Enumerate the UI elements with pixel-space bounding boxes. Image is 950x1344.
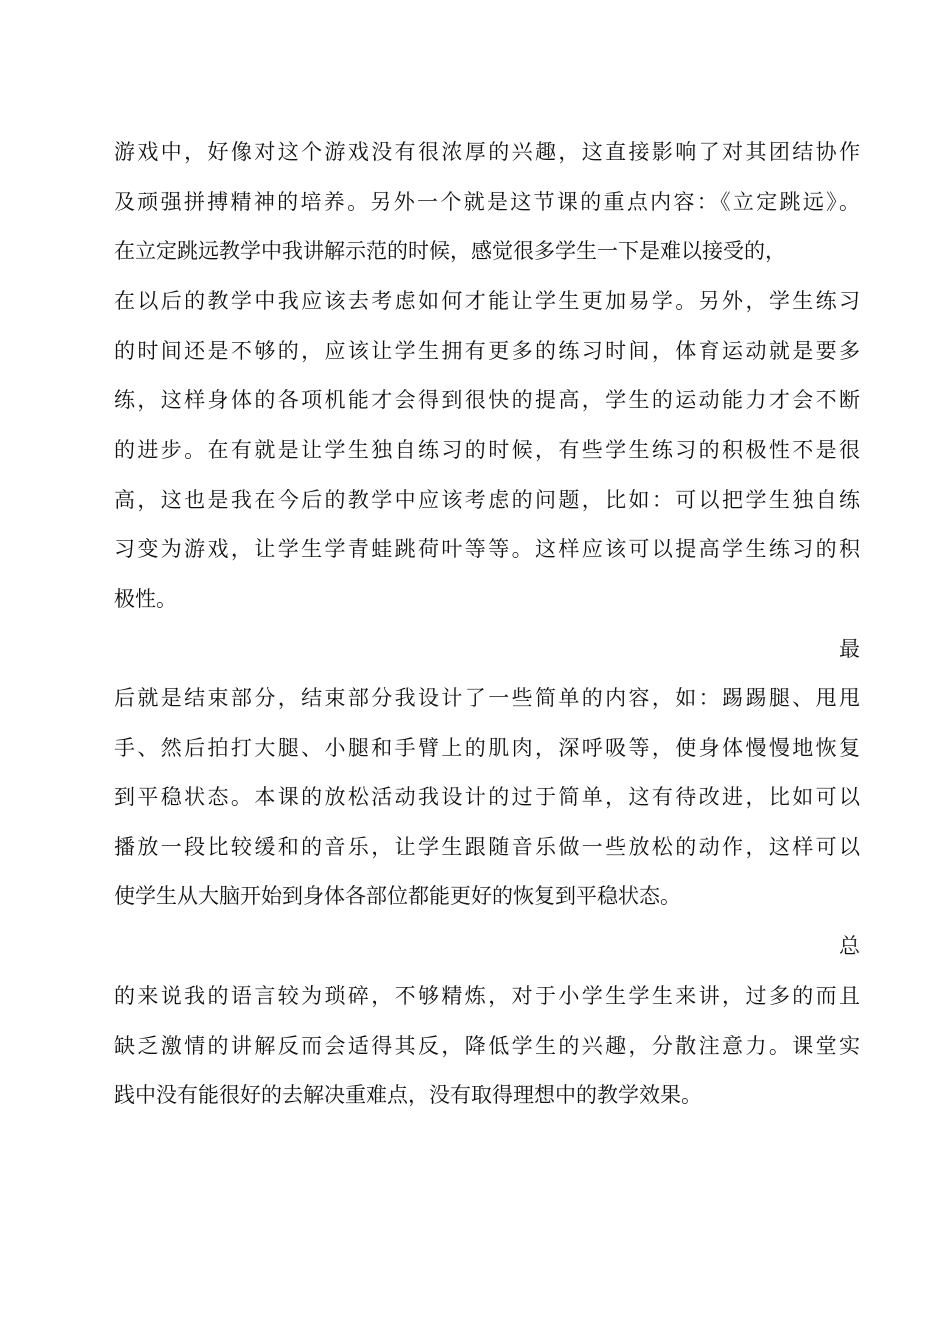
paragraph-line: 缺乏激情的讲解反而会适得其反，降低学生的兴趣，分散注意力。课堂实 bbox=[114, 1034, 860, 1058]
paragraph-line: 手、然后拍打大腿、小腿和手臂上的肌肉，深呼吸等，使身体慢慢地恢复 bbox=[114, 736, 860, 760]
paragraph-line: 后就是结束部分，结束部分我设计了一些简单的内容，如：踢踢腿、甩甩 bbox=[114, 686, 860, 710]
paragraph-line: 播放一段比较缓和的音乐，让学生跟随音乐做一些放松的动作，这样可以 bbox=[114, 835, 860, 859]
paragraph-line: 极性。 bbox=[114, 587, 177, 611]
paragraph-line: 使学生从大脑开始到身体各部位都能更好的恢复到平稳状态。 bbox=[114, 884, 681, 908]
paragraph-line: 最 bbox=[839, 637, 860, 661]
paragraph-line: 的进步。在有就是让学生独自练习的时候，有些学生练习的积极性不是很 bbox=[114, 438, 860, 462]
paragraph-line: 在以后的教学中我应该去考虑如何才能让学生更加易学。另外，学生练习 bbox=[114, 289, 860, 313]
paragraph-line: 的时间还是不够的，应该让学生拥有更多的练习时间，体育运动就是要多 bbox=[114, 339, 860, 363]
paragraph-line: 到平稳状态。本课的放松活动我设计的过于简单，这有待改进，比如可以 bbox=[114, 785, 860, 809]
paragraph-line: 游戏中，好像对这个游戏没有很浓厚的兴趣，这直接影响了对其团结协作 bbox=[114, 140, 860, 164]
paragraph-line: 践中没有能很好的去解决重难点，没有取得理想中的教学效果。 bbox=[114, 1083, 702, 1107]
paragraph-line: 高，这也是我在今后的教学中应该考虑的问题，比如：可以把学生独自练 bbox=[114, 488, 860, 512]
paragraph-line: 及顽强拼搏精神的培养。另外一个就是这节课的重点内容：《立定跳远》。 bbox=[114, 190, 860, 214]
paragraph-line: 总 bbox=[839, 934, 860, 958]
paragraph-line: 在立定跳远教学中我讲解示范的时候，感觉很多学生一下是难以接受的， bbox=[114, 239, 786, 263]
paragraph-line: 练，这样身体的各项机能才会得到很快的提高，学生的运动能力才会不断 bbox=[114, 388, 860, 412]
paragraph-line: 的来说我的语言较为琐碎，不够精炼，对于小学生学生来讲，过多的而且 bbox=[114, 984, 860, 1008]
paragraph-line: 习变为游戏，让学生学青蛙跳荷叶等等。这样应该可以提高学生练习的积 bbox=[114, 537, 860, 561]
